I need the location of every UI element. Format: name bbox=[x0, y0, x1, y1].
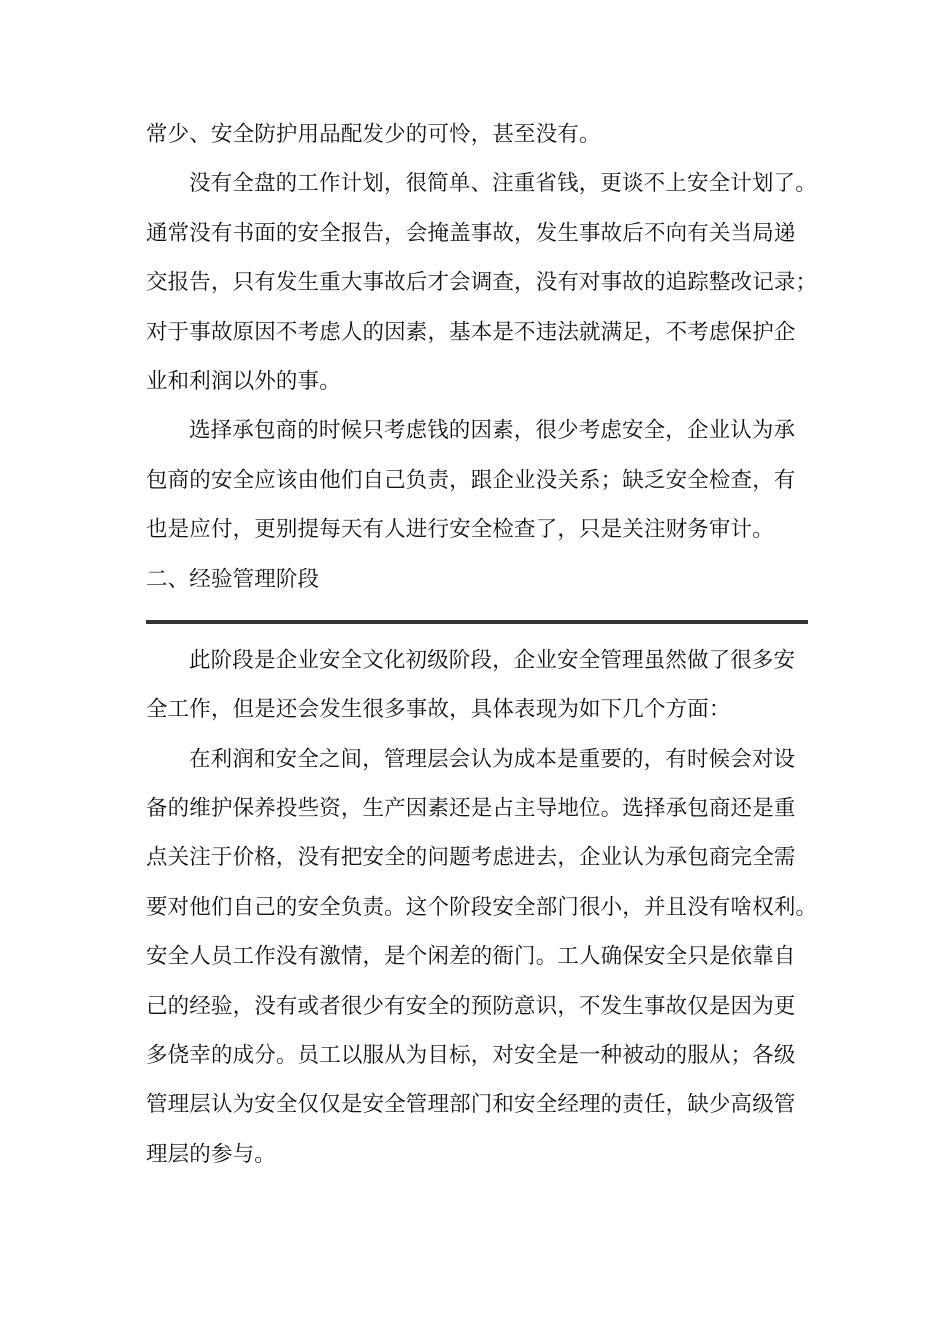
text-line: 通常没有书面的安全报告，会掩盖事故，发生事故后不向有关当局递 bbox=[146, 220, 796, 246]
text-line: 此阶段是企业安全文化初级阶段，企业安全管理虽然做了很多安 bbox=[189, 647, 796, 673]
text-line: 要对他们自己的安全负责。这个阶段安全部门很小，并且没有啥权利。 bbox=[146, 894, 818, 920]
text-line: 在利润和安全之间，管理层会认为成本是重要的，有时候会对设 bbox=[189, 746, 796, 772]
text-line: 安全人员工作没有激情，是个闲差的衙门。工人确保安全只是依靠自 bbox=[146, 944, 796, 970]
paragraph-no-safety-plan bbox=[146, 159, 818, 406]
text-line: 选择承包商的时候只考虑钱的因素，很少考虑安全，企业认为承 bbox=[189, 418, 796, 444]
text-line: 管理层认为安全仅仅是安全管理部门和安全经理的责任，缺少高级管 bbox=[146, 1092, 796, 1118]
paragraph-continuation bbox=[146, 110, 808, 159]
text-line: 包商的安全应该由他们自己负责，跟企业没关系；缺乏安全检查，有 bbox=[146, 467, 796, 493]
text-line: 没有全盘的工作计划，很简单、注重省钱，更谈不上安全计划了。 bbox=[189, 171, 817, 197]
document-page bbox=[146, 110, 818, 1179]
text-line: 常少、安全防护用品配发少的可怜，甚至没有。 bbox=[146, 122, 601, 147]
paragraph-stage-details bbox=[146, 735, 818, 1180]
text-line: 点关注于价格，没有把安全的问题考虑进去，企业认为承包商完全需 bbox=[146, 845, 796, 871]
text-line: 多侥幸的成分。员工以服从为目标，对安全是一种被动的服从；各级 bbox=[146, 1043, 796, 1069]
text-line: 备的维护保养投些资，生产因素还是占主导地位。选择承包商还是重 bbox=[146, 796, 796, 822]
section-heading: 二、经验管理阶段 bbox=[146, 566, 320, 592]
text-line: 对于事故原因不考虑人的因素，基本是不违法就满足，不考虑保护企 bbox=[146, 319, 796, 345]
text-line: 业和利润以外的事。 bbox=[146, 368, 341, 394]
horizontal-rule bbox=[146, 620, 808, 624]
paragraph-contractor-selection bbox=[146, 406, 808, 554]
text-line: 交报告，只有发生重大事故后才会调查，没有对事故的追踪整改记录； bbox=[146, 270, 818, 296]
text-line: 也是应付，更别提每天有人进行安全检查了，只是关注财务审计。 bbox=[146, 517, 774, 543]
paragraph-stage-intro bbox=[146, 636, 808, 735]
text-line: 理层的参与。 bbox=[146, 1141, 276, 1167]
text-line: 己的经验，没有或者很少有安全的预防意识，不发生事故仅是因为更 bbox=[146, 993, 796, 1019]
text-line: 全工作，但是还会发生很多事故，具体表现为如下几个方面： bbox=[146, 697, 731, 723]
